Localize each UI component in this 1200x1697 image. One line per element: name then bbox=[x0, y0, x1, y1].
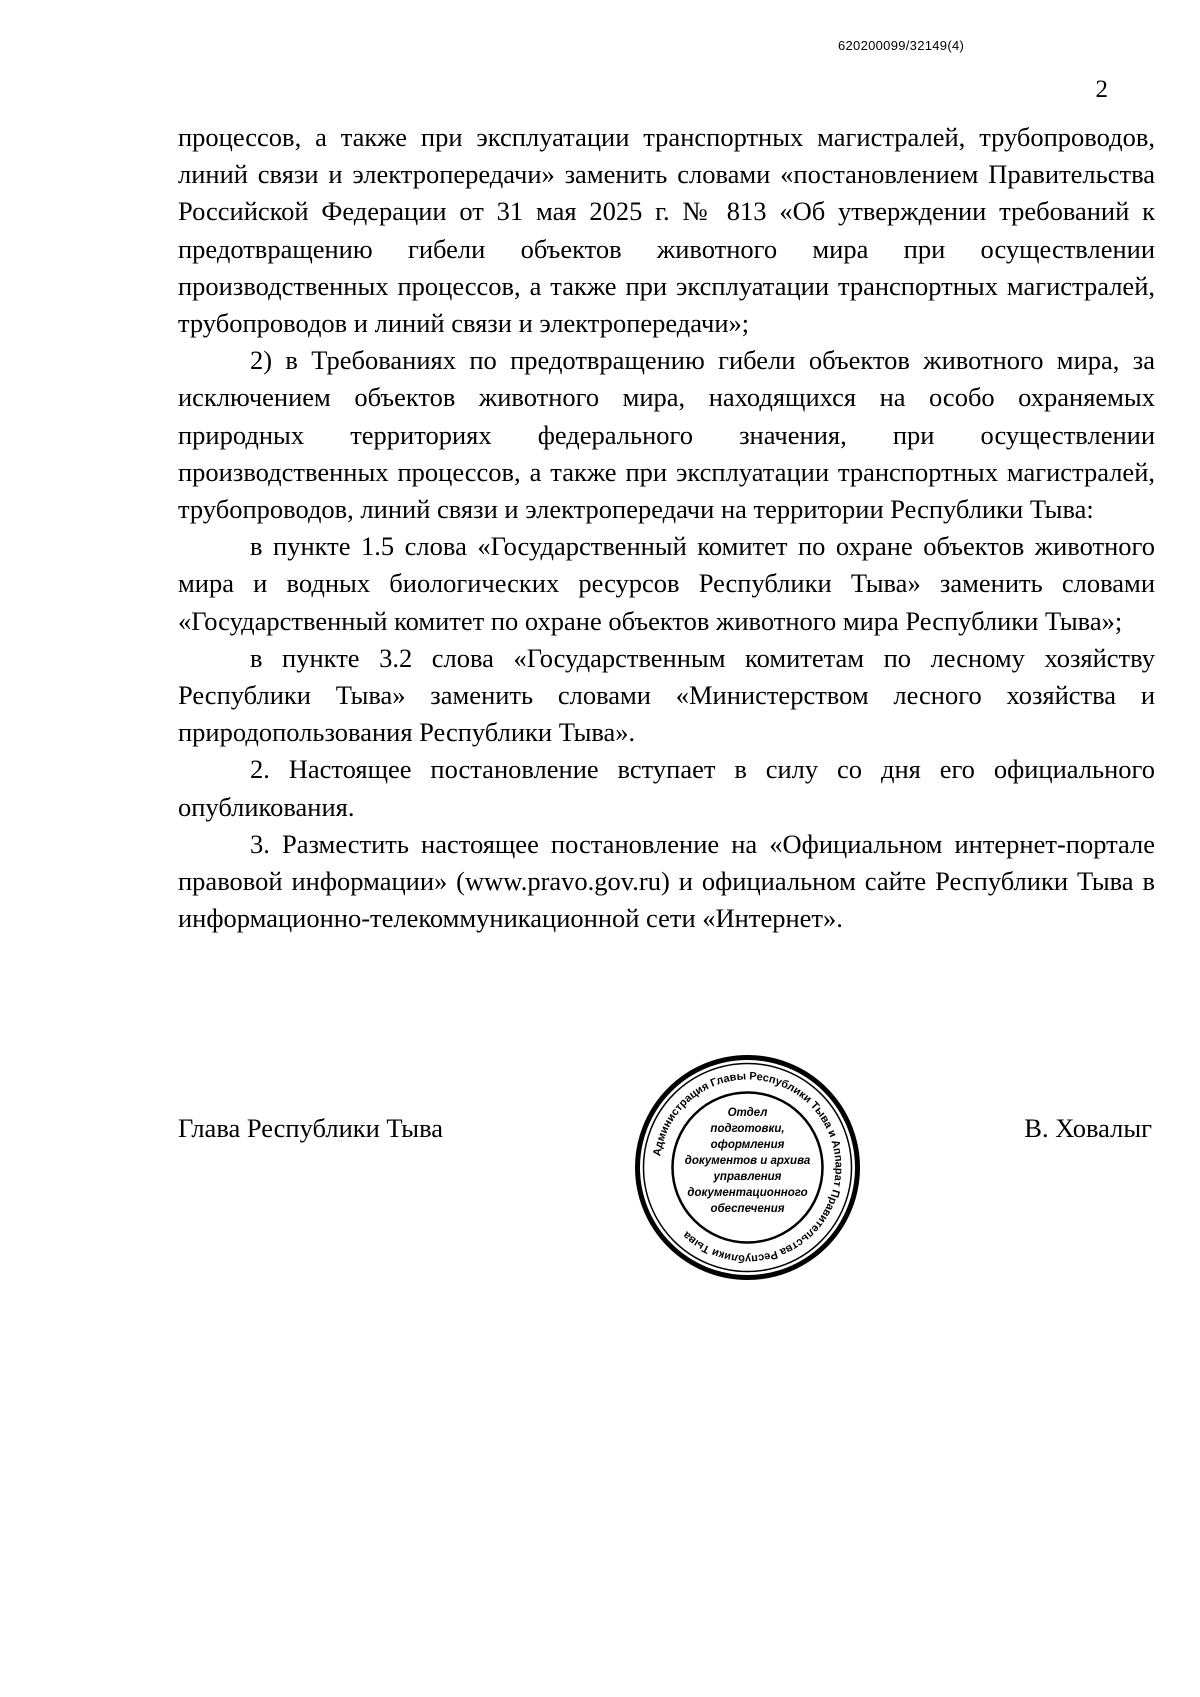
stamp-line-5: управления bbox=[713, 1171, 782, 1183]
paragraph-continuation: процессов, а также при эксплуатации транспортных магистралей, трубопроводов, линий связи и электропередачи» заменить словами «постановлением Правительства Российской Федерации от 31 мая 2025 г. № 813 «Об утверждении требований к предотвращению гибели объектов животного мира при осуществлении производственных процессов, а также при эксплуатации транспортных магистралей, трубопроводов и линий связи и электропередачи»; bbox=[178, 122, 1155, 339]
stamp-line-1: Отдел bbox=[727, 1107, 768, 1119]
signatory-title: Глава Республики Тыва bbox=[178, 1113, 444, 1143]
stamp-ring-text: Администрация Главы Республики Тыва и Аппарат Правительства Республики Тыва bbox=[651, 1070, 845, 1265]
paragraph-item-2: 2) в Требованиях по предотвращению гибели объектов животного мира, за исключением объектов животного мира, находящихся на особо охраняемых природных территориях федерального значения, при осуществлении производственных процессов, а также при эксплуатации транспортных магистралей, трубопроводов, линий связи и электропередачи на территории Республики Тыва: bbox=[178, 345, 1155, 525]
page-number: 2 bbox=[1095, 76, 1108, 103]
official-stamp bbox=[630, 1050, 865, 1285]
paragraph-point-3-2: в пункте 3.2 слова «Государственным комитетам по лесному хозяйству Республики Тыва» заменить словами «Министерством лесного хозяйства и природопользования Республики Тыва». bbox=[178, 642, 1155, 748]
stamp-line-7: обеспечения bbox=[710, 1203, 785, 1215]
paragraph-effective-date: 2. Настоящее постановление вступает в силу со дня его официального опубликования. bbox=[178, 754, 1155, 822]
signatory-name: В. Ховалыг bbox=[1024, 1113, 1152, 1143]
document-id: 620200099/32149(4) bbox=[838, 38, 965, 53]
stamp-line-2: подготовки, bbox=[710, 1123, 785, 1135]
stamp-line-4: документов и архива bbox=[684, 1155, 811, 1167]
paragraph-point-1-5: в пункте 1.5 слова «Государственный комитет по охране объектов животного мира и водных биологических ресурсов Республики Тыва» заменить словами «Государственный комитет по охране объектов животного мира Республики Тыва»; bbox=[178, 531, 1155, 636]
stamp-line-3: оформления bbox=[710, 1139, 785, 1151]
paragraph-publication: 3. Разместить настоящее постановление на «Официальном интернет-портале правовой информации» (www.pravo.gov.ru) и официальном сайте Республики Тыва в информационно-телекоммуникационной сети «Интернет». bbox=[178, 828, 1155, 934]
document-body bbox=[178, 119, 1155, 937]
stamp-line-6: документационного bbox=[687, 1187, 808, 1199]
